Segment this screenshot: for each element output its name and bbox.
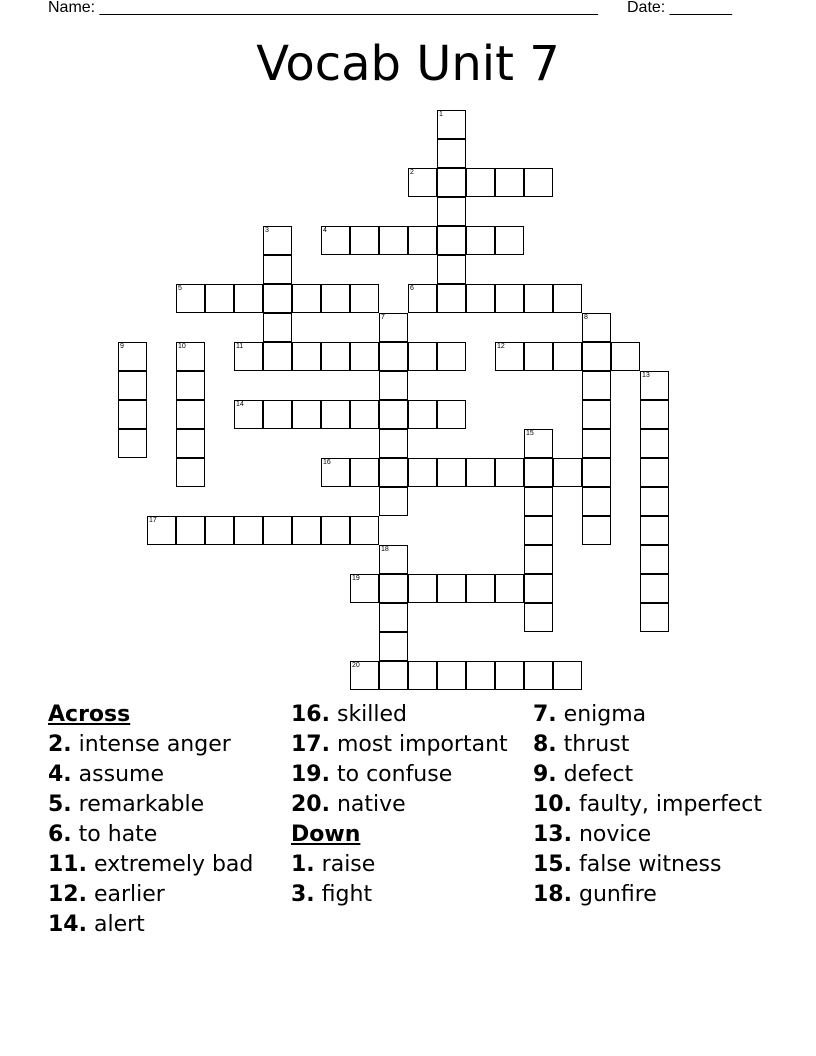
grid-cell[interactable] [350,284,379,313]
grid-cell[interactable] [263,226,292,255]
grid-cell[interactable] [495,168,524,197]
grid-cell[interactable] [582,487,611,516]
grid-cell[interactable] [553,284,582,313]
clue-down-3: 3. fight [291,882,373,907]
cell-number: 10 [178,343,186,350]
grid-cell[interactable] [234,284,263,313]
cell-number: 13 [642,372,650,379]
grid-cell[interactable] [495,284,524,313]
grid-cell[interactable] [495,661,524,690]
grid-cell[interactable] [524,342,553,371]
grid-cell[interactable] [437,255,466,284]
grid-cell[interactable] [640,400,669,429]
clue-down-10: 10. faulty, imperfect [533,792,762,817]
cell-number: 8 [584,314,588,321]
grid-cell[interactable] [379,429,408,458]
grid-cell[interactable] [292,516,321,545]
grid-cell[interactable] [553,661,582,690]
grid-cell[interactable] [176,429,205,458]
cell-number: 16 [323,459,331,466]
grid-cell[interactable] [379,400,408,429]
grid-cell[interactable] [379,371,408,400]
grid-cell[interactable] [640,458,669,487]
grid-cell[interactable] [263,284,292,313]
grid-cell[interactable] [350,458,379,487]
grid-cell[interactable] [437,168,466,197]
grid-cell[interactable] [524,168,553,197]
cell-number: 3 [265,227,269,234]
cell-number: 11 [236,343,244,350]
grid-cell[interactable] [118,371,147,400]
grid-cell[interactable] [350,516,379,545]
grid-cell[interactable] [263,400,292,429]
clue-column-3 [533,700,803,910]
cell-number: 20 [352,662,360,669]
cell-number: 9 [120,343,124,350]
cell-number: 2 [410,169,414,176]
grid-cell[interactable] [408,661,437,690]
grid-cell[interactable] [640,603,669,632]
down-heading: Down [291,822,361,847]
clue-across-6: 6. to hate [48,822,158,847]
grid-cell[interactable] [379,313,408,342]
clue-down-1: 1. raise [291,852,376,877]
grid-cell[interactable] [118,429,147,458]
grid-cell[interactable] [176,371,205,400]
date-line[interactable]: Date: _______ [627,0,732,16]
clue-across-12: 12. earlier [48,882,165,907]
grid-cell[interactable] [176,516,205,545]
grid-cell[interactable] [495,226,524,255]
grid-cell[interactable] [408,574,437,603]
grid-cell[interactable] [350,661,379,690]
clue-across-11: 11. extremely bad [48,852,254,877]
grid-cell[interactable] [263,516,292,545]
grid-cell[interactable] [437,458,466,487]
grid-cell[interactable] [582,458,611,487]
grid-cell[interactable] [495,342,524,371]
grid-cell[interactable] [379,487,408,516]
grid-cell[interactable] [640,545,669,574]
grid-cell[interactable] [321,516,350,545]
grid-cell[interactable] [321,284,350,313]
grid-cell[interactable] [263,313,292,342]
grid-cell[interactable] [408,342,437,371]
grid-cell[interactable] [466,661,495,690]
cell-number: 15 [526,430,534,437]
cell-number: 18 [381,546,389,553]
grid-cell[interactable] [582,371,611,400]
grid-cell[interactable] [379,342,408,371]
grid-cell[interactable] [437,284,466,313]
grid-cell[interactable] [118,400,147,429]
grid-cell[interactable] [379,574,408,603]
clue-across-16: 16. skilled [291,702,408,727]
cell-number: 4 [323,227,327,234]
grid-cell[interactable] [118,342,147,371]
clue-down-8: 8. thrust [533,732,630,757]
grid-cell[interactable] [408,284,437,313]
grid-cell[interactable] [263,342,292,371]
grid-cell[interactable] [379,545,408,574]
grid-cell[interactable] [292,342,321,371]
grid-cell[interactable] [466,284,495,313]
grid-cell[interactable] [321,342,350,371]
grid-cell[interactable] [408,168,437,197]
grid-cell[interactable] [408,458,437,487]
grid-cell[interactable] [524,487,553,516]
grid-cell[interactable] [379,458,408,487]
grid-cell[interactable] [640,574,669,603]
grid-cell[interactable] [263,255,292,284]
grid-cell[interactable] [495,458,524,487]
grid-cell[interactable] [524,545,553,574]
grid-cell[interactable] [582,429,611,458]
grid-cell[interactable] [466,458,495,487]
grid-cell[interactable] [553,458,582,487]
grid-cell[interactable] [350,400,379,429]
grid-cell[interactable] [640,487,669,516]
grid-cell[interactable] [524,284,553,313]
clue-across-19: 19. to confuse [291,762,453,787]
grid-cell[interactable] [379,632,408,661]
clue-down-9: 9. defect [533,762,634,787]
cell-number: 6 [410,285,414,292]
grid-cell[interactable] [582,313,611,342]
grid-cell[interactable] [466,574,495,603]
clue-across-2: 2. intense anger [48,732,231,757]
cell-number: 1 [439,111,443,118]
grid-cell[interactable] [524,574,553,603]
clue-across-17: 17. most important [291,732,508,757]
page-title: Vocab Unit 7 [256,36,560,92]
grid-cell[interactable] [147,516,176,545]
cell-number: 5 [178,285,182,292]
name-line[interactable]: Name: ________________________________________________________ [48,0,598,16]
grid-cell[interactable] [437,139,466,168]
grid-cell[interactable] [176,342,205,371]
grid-cell[interactable] [379,603,408,632]
grid-cell[interactable] [582,516,611,545]
across-heading: Across [48,702,131,727]
clue-across-20: 20. native [291,792,406,817]
grid-cell[interactable] [437,110,466,139]
grid-cell[interactable] [553,342,582,371]
grid-cell[interactable] [379,226,408,255]
grid-cell[interactable] [234,400,263,429]
clue-down-18: 18. gunfire [533,882,657,907]
grid-cell[interactable] [524,458,553,487]
grid-cell[interactable] [176,400,205,429]
grid-cell[interactable] [437,574,466,603]
clue-column-2 [291,700,526,910]
grid-cell[interactable] [437,226,466,255]
grid-cell[interactable] [640,429,669,458]
grid-cell[interactable] [524,516,553,545]
cell-number: 14 [236,401,244,408]
grid-cell[interactable] [379,661,408,690]
clue-across-4: 4. assume [48,762,164,787]
grid-cell[interactable] [437,661,466,690]
grid-cell[interactable] [408,226,437,255]
grid-cell[interactable] [582,342,611,371]
clue-down-7: 7. enigma [533,702,647,727]
grid-cell[interactable] [466,226,495,255]
clue-down-15: 15. false witness [533,852,722,877]
grid-cell[interactable] [640,516,669,545]
grid-cell[interactable] [321,226,350,255]
grid-cell[interactable] [408,400,437,429]
grid-cell[interactable] [205,284,234,313]
grid-cell[interactable] [437,197,466,226]
clue-across-5: 5. remarkable [48,792,205,817]
grid-cell[interactable] [205,516,234,545]
grid-cell[interactable] [524,603,553,632]
cell-number: 17 [149,517,157,524]
grid-cell[interactable] [350,342,379,371]
grid-cell[interactable] [321,400,350,429]
grid-cell[interactable] [466,168,495,197]
grid-cell[interactable] [292,400,321,429]
grid-cell[interactable] [321,458,350,487]
clue-across-14: 14. alert [48,912,145,937]
cell-number: 7 [381,314,385,321]
grid-cell[interactable] [176,284,205,313]
grid-cell[interactable] [437,342,466,371]
grid-cell[interactable] [292,284,321,313]
grid-cell[interactable] [640,371,669,400]
grid-cell[interactable] [176,458,205,487]
grid-cell[interactable] [495,574,524,603]
grid-cell[interactable] [524,429,553,458]
grid-cell[interactable] [611,342,640,371]
grid-cell[interactable] [437,400,466,429]
grid-cell[interactable] [350,574,379,603]
grid-cell[interactable] [582,400,611,429]
grid-cell[interactable] [234,516,263,545]
clue-down-13: 13. novice [533,822,652,847]
grid-cell[interactable] [234,342,263,371]
grid-cell[interactable] [350,226,379,255]
clue-column-1 [48,700,283,940]
cell-number: 12 [497,343,505,350]
cell-number: 19 [352,575,360,582]
grid-cell[interactable] [524,661,553,690]
